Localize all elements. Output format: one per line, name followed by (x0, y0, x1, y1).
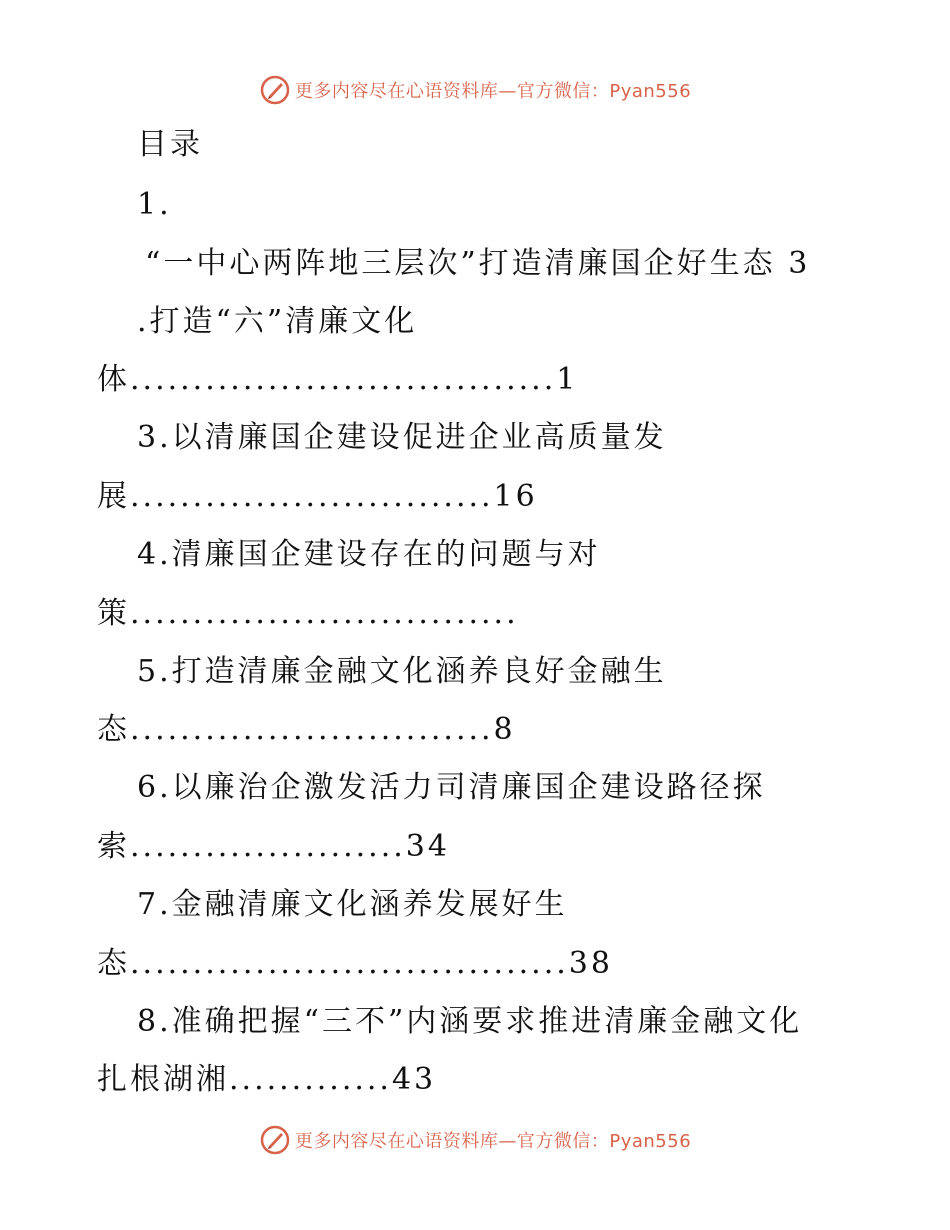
toc-line: 6.以廉治企激发活力司清廉国企建设路径探 (137, 770, 766, 805)
toc-line: 态...................................38 (97, 946, 613, 981)
toc-line: 扎根湖湘.............43 (97, 1062, 437, 1097)
pen-logo-icon (259, 1124, 291, 1156)
toc-line: 7.金融清廉文化涵养发展好生 (137, 887, 568, 922)
header-watermark-banner (0, 70, 950, 110)
toc-line: 5.打造清廉金融文化涵养良好金融生 (137, 654, 667, 689)
toc-heading: 目录 (137, 127, 203, 162)
toc-line: 展.............................16 (97, 479, 538, 514)
toc-line: 4.清廉国企建设存在的问题与对 (137, 537, 601, 572)
toc-line: .打造“六”清廉文化 (137, 304, 418, 339)
toc-line: 1. (137, 187, 172, 222)
watermark-text: 更多内容尽在心语资料库—官方微信：Pyan556 (294, 81, 692, 102)
toc-line: 索......................34 (97, 829, 450, 864)
watermark-text: 更多内容尽在心语资料库—官方微信：Pyan556 (294, 1131, 692, 1152)
toc-line: 态.............................8 (97, 712, 516, 747)
footer-watermark-banner (0, 1120, 950, 1160)
toc-line: 8.准确把握“三不”内涵要求推进清廉金融文化 (137, 1004, 803, 1039)
toc-line: 3.以清廉国企建设促进企业高质量发 (137, 420, 667, 455)
pen-logo-icon (259, 74, 291, 106)
toc-line: 策............................... (97, 596, 519, 631)
toc-line: “一中心两阵地三层次”打造清廉国企好生态 3 (145, 246, 811, 281)
toc-line: 体..................................1 (97, 362, 579, 397)
